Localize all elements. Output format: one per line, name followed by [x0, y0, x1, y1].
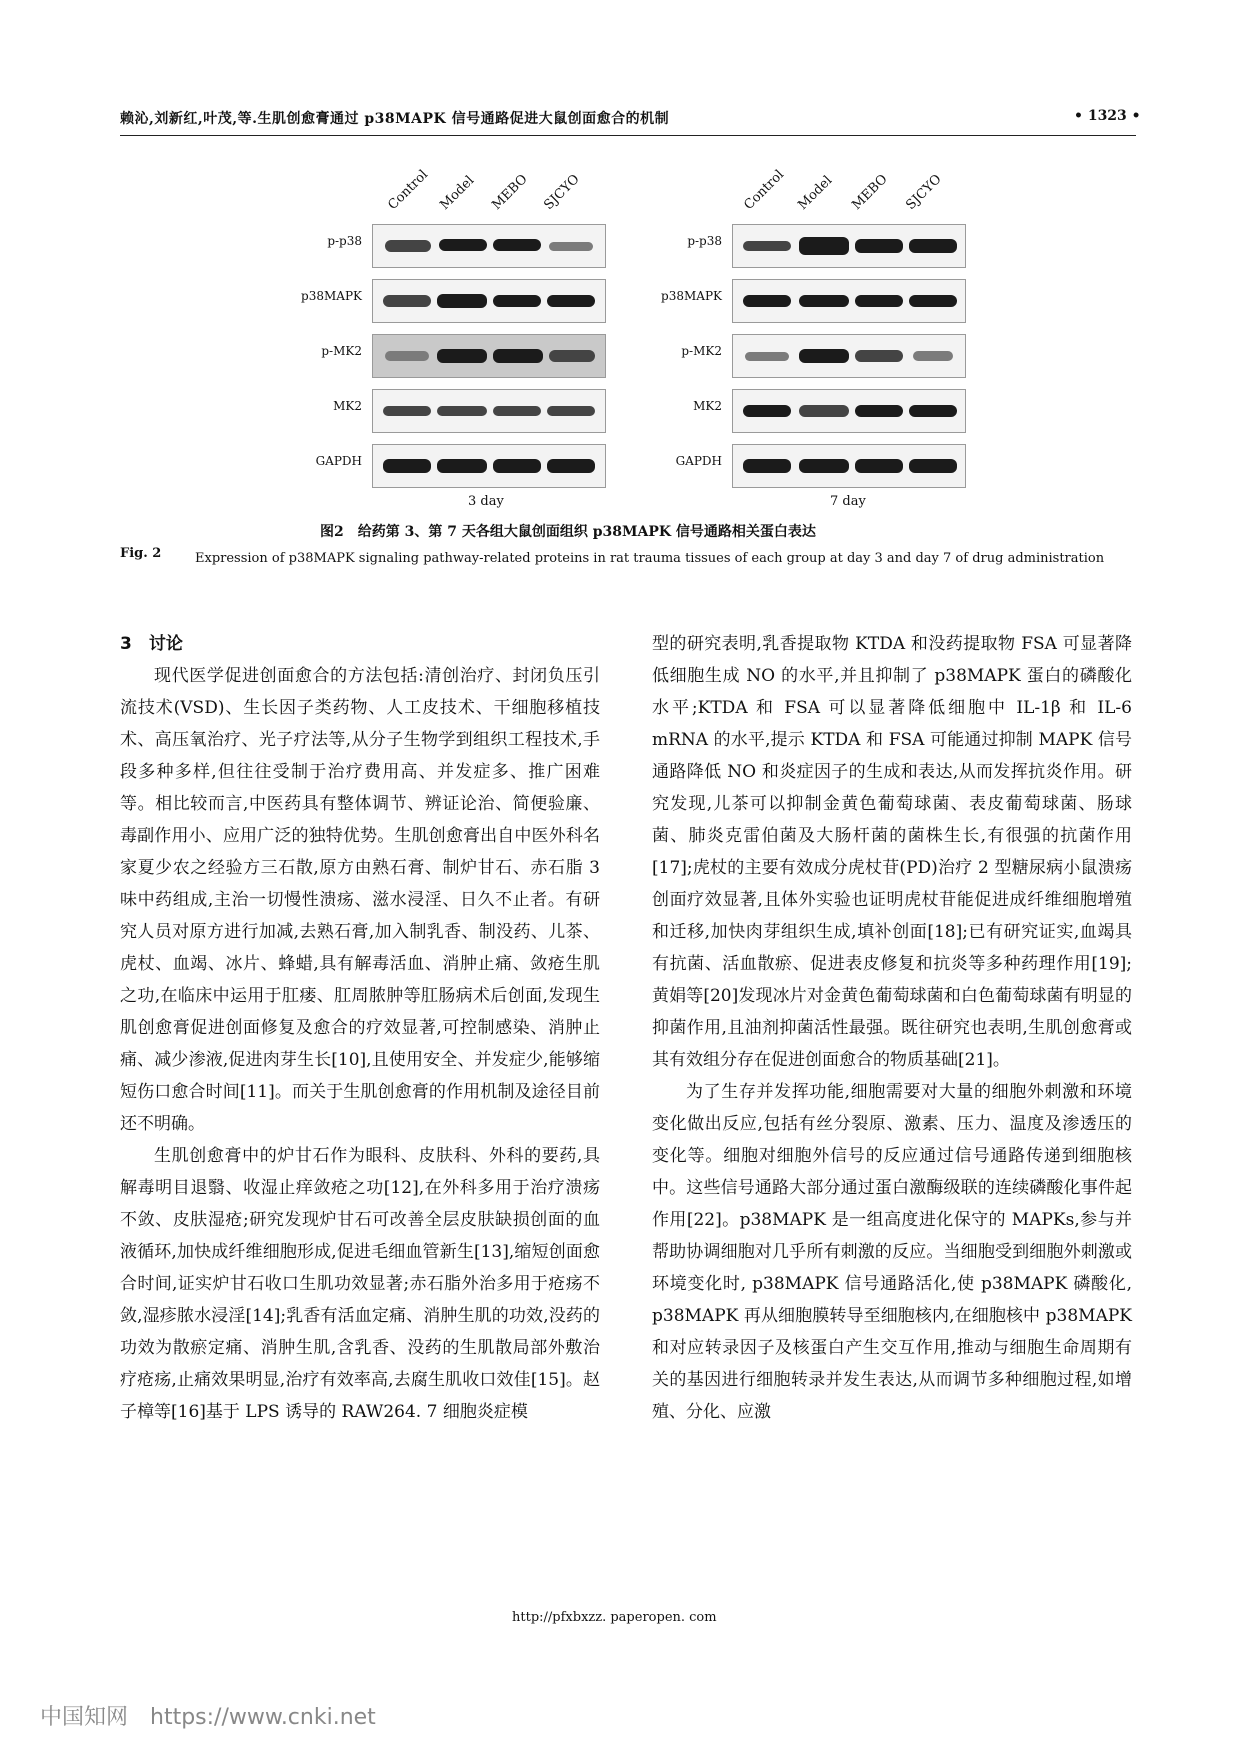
- blot-mk2-3day: [372, 389, 606, 433]
- band: [855, 459, 903, 473]
- blot-mk2-7day: [732, 389, 966, 433]
- right-column: [652, 628, 1132, 1428]
- band: [437, 459, 487, 473]
- panel-label-7day: 7 day: [830, 494, 866, 509]
- row-label-p-p38-right: p-p38: [687, 234, 722, 248]
- row-label-p38mapk-right: p38MAPK: [661, 289, 722, 303]
- blot-p38mapk-3day: [372, 279, 606, 323]
- band: [549, 350, 595, 362]
- page-number: • 1323 •: [1074, 108, 1141, 124]
- band: [437, 406, 487, 416]
- band: [437, 294, 487, 308]
- band: [913, 351, 953, 361]
- footer-url: http://pfxbxzz. paperopen. com: [512, 1610, 717, 1625]
- band: [383, 295, 431, 307]
- band: [385, 240, 431, 252]
- blot-p-p38-7day: [732, 224, 966, 268]
- band: [909, 295, 957, 307]
- section-title: 3 讨论: [120, 634, 183, 654]
- row-label-gapdh-left: GAPDH: [315, 454, 362, 468]
- lane-label-sjcyo-left: SJCYO: [541, 171, 583, 213]
- band: [547, 295, 595, 307]
- band: [383, 406, 431, 416]
- band: [743, 241, 791, 251]
- lane-label-sjcyo-right: SJCYO: [903, 171, 945, 213]
- band: [799, 459, 849, 473]
- row-label-mk2-left: MK2: [333, 399, 362, 413]
- row-label-mk2-right: MK2: [693, 399, 722, 413]
- paragraph: 型的研究表明,乳香提取物 KTDA 和没药提取物 FSA 可显著降低细胞生成 NO 的水平,并且抑制了 p38MAPK 蛋白的磷酸化水平;KTDA 和 FSA 可以显著降低细胞中 IL-1β 和 IL-6 mRNA 的水平,提示 KTDA 和 FSA 可能通过抑制 MAPK 信号通路降低 NO 和炎症因子的生成和表达,从而发挥抗炎作用。研究发现,儿茶可以抑制金黄色葡萄球菌、表皮葡萄球菌、肠球菌、肺炎克雷伯菌及大肠杆菌的菌株生长,有很强的抗菌作用[17];虎杖的主要有效成分虎杖苷(PD)治疗 2 型糖尿病小鼠溃疡创面疗效显著,且体外实验也证明虎杖苷能促进成纤维细胞增殖和迁移,加快肉芽组织生成,填补创面[18];已有研究证实,血竭具有抗菌、活血散瘀、促进表皮修复和抗炎等多种药理作用[19];黄娟等[20]发现冰片对金黄色葡萄球菌和白色葡萄球菌有明显的抑菌作用,且油剂抑菌活性最强。既往研究也表明,生肌创愈膏或其有效组分存在促进创面愈合的物质基础[21]。: [652, 634, 1132, 1070]
- row-label-p-p38-left: p-p38: [327, 234, 362, 248]
- band: [855, 239, 903, 253]
- band: [799, 237, 849, 255]
- band: [743, 459, 791, 473]
- band: [493, 295, 541, 307]
- lane-label-control-left: Control: [385, 167, 432, 213]
- blot-gapdh-7day: [732, 444, 966, 488]
- paragraph: 现代医学促进创面愈合的方法包括:清创治疗、封闭负压引流技术(VSD)、生长因子类药物、人工皮技术、干细胞移植技术、高压氧治疗、光子疗法等,从分子生物学到组织工程技术,手段多种多样,但往往受制于治疗费用高、并发症多、推广困难等。相比较而言,中医药具有整体调节、辨证论治、简便验廉、毒副作用小、应用广泛的独特优势。生肌创愈膏出自中医外科名家夏少农之经验方三石散,原方由熟石膏、制炉甘石、赤石脂 3 味中药组成,主治一切慢性溃疡、滋水浸淫、日久不止者。有研究人员对原方进行加减,去熟石膏,加入制乳香、制没药、儿茶、虎杖、血竭、冰片、蜂蜡,具有解毒活血、消肿止痛、敛疮生肌之功,在临床中运用于肛瘘、肛周脓肿等肛肠病术后创面,发现生肌创愈膏促进创面修复及愈合的疗效显著,可控制感染、消肿止痛、减少渗液,促进肉芽生长[10],且使用安全、并发症少,能够缩短伤口愈合时间[11]。而关于生肌创愈膏的作用机制及途径目前还不明确。: [120, 666, 600, 1134]
- paragraph: 生肌创愈膏中的炉甘石作为眼科、皮肤科、外科的要药,具解毒明目退翳、收湿止痒敛疮之功[12],在外科多用于治疗溃疡不敛、皮肤湿疮;研究发现炉甘石可改善全层皮肤缺损创面的血液循环,加快成纤维细胞形成,促进毛细血管新生[13],缩短创面愈合时间,证实炉甘石收口生肌功效显著;赤石脂外治多用于疮疡不敛,湿疹脓水浸淫[14];乳香有活血定痛、消肿生肌的功效,没药的功效为散瘀定痛、消肿生肌,含乳香、没药的生肌散局部外敷治疗疮疡,止痛效果明显,治疗有效率高,去腐生肌收口效佳[15]。赵子樟等[16]基于 LPS 诱导的 RAW264. 7 细胞炎症模: [120, 1146, 600, 1422]
- figure-caption-en-label: Fig. 2: [120, 546, 162, 561]
- cnki-watermark: 中国知网 https://www.cnki.net: [40, 1705, 376, 1730]
- band: [493, 406, 541, 416]
- lane-label-control-right: Control: [741, 167, 788, 213]
- band: [547, 406, 595, 416]
- band: [493, 239, 541, 251]
- band: [439, 239, 487, 251]
- band: [909, 459, 957, 473]
- panel-label-3day: 3 day: [468, 494, 504, 509]
- figure-caption-cn: 图2 给药第 3、第 7 天各组大鼠创面组织 p38MAPK 信号通路相关蛋白表达: [320, 524, 816, 540]
- band: [799, 349, 849, 363]
- band: [745, 352, 789, 361]
- band: [549, 242, 593, 251]
- band: [855, 350, 903, 362]
- figure-2: [0, 0, 1241, 520]
- lane-label-mebo-right: MEBO: [849, 171, 891, 213]
- band: [909, 239, 957, 253]
- row-label-gapdh-right: GAPDH: [675, 454, 722, 468]
- lane-label-model-right: Model: [795, 173, 836, 213]
- left-column: [120, 628, 600, 1428]
- band: [909, 405, 957, 417]
- band: [743, 295, 791, 307]
- row-label-p38mapk-left: p38MAPK: [301, 289, 362, 303]
- figure-caption-en-text: Expression of p38MAPK signaling pathway-related proteins in rat trauma tissues of each group at day 3 and day 7 of drug administration: [195, 551, 1105, 566]
- band: [493, 349, 543, 363]
- band: [855, 405, 903, 417]
- band: [385, 351, 429, 361]
- band: [547, 459, 595, 473]
- blot-p-p38-3day: [372, 224, 606, 268]
- band: [799, 405, 849, 417]
- blot-p-mk2-3day: [372, 334, 606, 378]
- row-label-p-mk2-left: p-MK2: [321, 344, 362, 358]
- row-label-p-mk2-right: p-MK2: [681, 344, 722, 358]
- band: [493, 459, 541, 473]
- band: [855, 295, 903, 307]
- running-title: 赖沁,刘新红,叶茂,等.生肌创愈膏通过 p38MAPK 信号通路促进大鼠创面愈合的机制: [120, 111, 670, 127]
- band: [799, 295, 849, 307]
- blot-p38mapk-7day: [732, 279, 966, 323]
- band: [437, 349, 487, 363]
- lane-label-model-left: Model: [437, 173, 478, 213]
- paragraph: 为了生存并发挥功能,细胞需要对大量的细胞外刺激和环境变化做出反应,包括有丝分裂原、激素、压力、温度及渗透压的变化等。细胞对细胞外信号的反应通过信号通路传递到细胞核中。这些信号通路大部分通过蛋白激酶级联的连续磷酸化事件起作用[22]。p38MAPK 是一组高度进化保守的 MAPKs,参与并帮助协调细胞对几乎所有刺激的反应。当细胞受到细胞外刺激或环境变化时, p38MAPK 信号通路活化,使 p38MAPK 磷酸化, p38MAPK 再从细胞膜转导至细胞核内,在细胞核中 p38MAPK 和对应转录因子及核蛋白产生交互作用,推动与细胞生命周期有关的基因进行细胞转录并发生表达,从而调节多种细胞过程,如增殖、分化、应激: [652, 1082, 1132, 1422]
- lane-label-mebo-left: MEBO: [489, 171, 531, 213]
- band: [383, 459, 431, 473]
- band: [743, 405, 791, 417]
- blot-p-mk2-7day: [732, 334, 966, 378]
- blot-gapdh-3day: [372, 444, 606, 488]
